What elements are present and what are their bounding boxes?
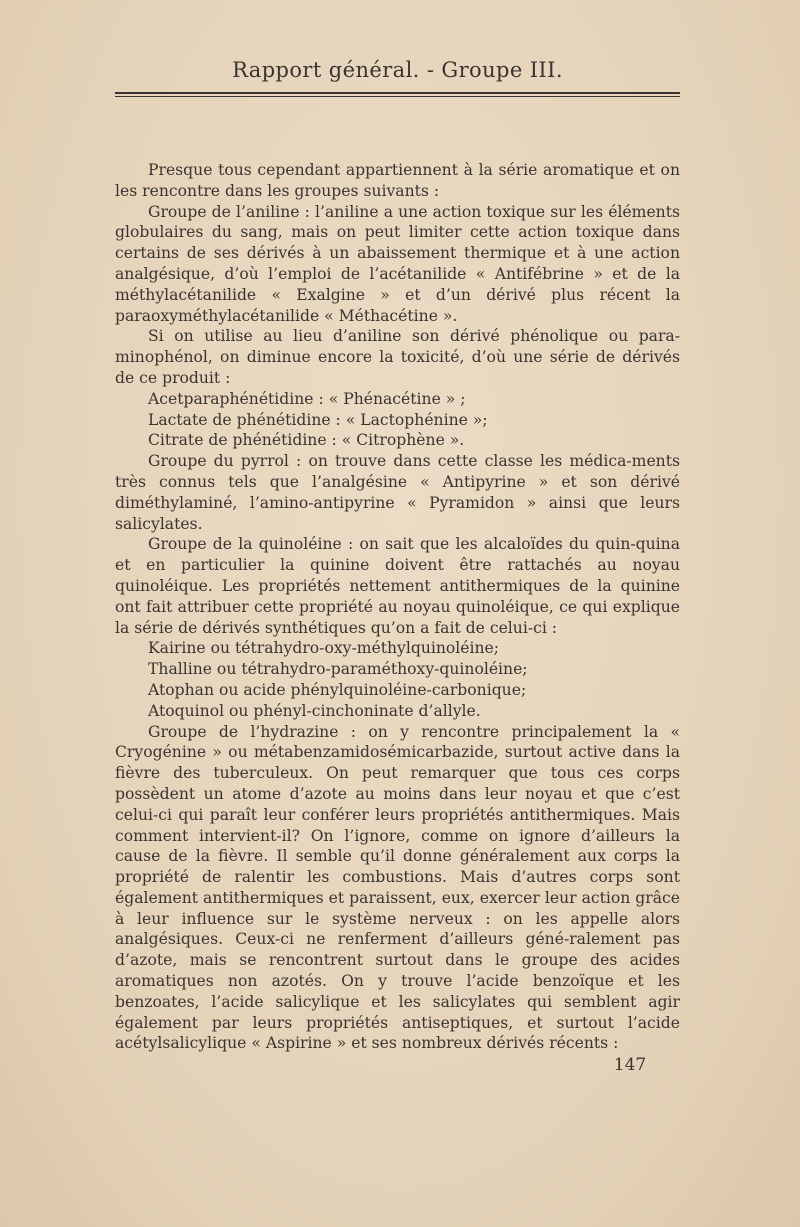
paragraph: Groupe de la quinoléine : on sait que les alcaloïdes du quin-quina et en particulier la quinine doivent être rattachés au noyau quinoléique. Les propriétés nettement antithermiques de la quinine ont fait attribuer cette propriété au noyau quinoléique, ce qui explique la série de dérivés synthétiques qu’on a fait de celui-ci : — [115, 535, 680, 637]
body-text — [115, 160, 680, 1054]
paragraph: Presque tous cependant appartiennent à la série aromatique et on les rencontre dans les groupes suivants : — [115, 161, 680, 200]
page-number: 147 — [613, 1055, 647, 1075]
list-item: Atoquinol ou phényl-cinchoninate d’allyle. — [148, 701, 481, 720]
list-item: Thalline ou tétrahydro-paraméthoxy-quinoléine; — [148, 660, 528, 679]
header-rule-thin — [115, 96, 680, 97]
paragraph: Groupe du pyrrol : on trouve dans cette classe les médica-ments très connus tels que l’analgésine « Antipyrine » et son dérivé diméthylaminé, l’amino-antipyrine « Pyramidon » ainsi que leurs salicylates. — [115, 452, 680, 533]
paragraph: Groupe de l’aniline : l’aniline a une action toxique sur les éléments globulaires du sang, mais on peut limiter cette action toxique dans certains de ses dérivés à un abaissement thermique et à une action analgésique, d’où l’emploi de l’acétanilide « Antifébrine » et de la méthylacétanilide « Exalgine » et d’un dérivé plus récent la paraoxyméthylacétanilide « Méthacétine ». — [115, 202, 680, 325]
paragraph: Si on utilise au lieu d’aniline son dérivé phénolique ou para-minophénol, on diminue encore la toxicité, d’où une série de dérivés de ce produit : — [115, 327, 680, 387]
list-item: Acetparaphénétidine : « Phénacétine » ; — [148, 389, 466, 408]
list-item: Citrate de phénétidine : « Citrophène ». — [148, 431, 465, 450]
list-item: Atophan ou acide phénylquinoléine-carbonique; — [148, 680, 527, 699]
running-header: Rapport général. - Groupe III. — [232, 58, 563, 82]
list-item: Kairine ou tétrahydro-oxy-méthylquinoléine; — [148, 639, 500, 658]
list-item: Lactate de phénétidine : « Lactophénine »; — [148, 410, 488, 429]
header-rule-thick — [115, 92, 680, 94]
paragraph: Groupe de l’hydrazine : on y rencontre principalement la « Cryogénine » ou métabenzamidosémicarbazide, surtout active dans la fièvre des tuberculeux. On peut remarquer que tous ces corps possèdent un atome d’azote au moins dans leur noyau et que c’est celui-ci qui paraît leur conférer leurs propriétés antithermiques. Mais comment intervient-il? On l’ignore, comme on ignore d’ailleurs la cause de la fièvre. Il semble qu’il donne généralement aux corps la propriété de ralentir les combustions. Mais d’autres corps sont également antithermiques et paraissent, eux, exercer leur action grâce à leur influence sur le système nerveux : on les appelle alors analgésiques. Ceux-ci ne renferment d’ailleurs géné-ralement pas d’azote, mais se rencontrent surtout dans le groupe des acides aromatiques non azotés. On y trouve l’acide benzoïque et les benzoates, l’acide salicylique et les salicylates qui semblent agir également par leurs propriétés antiseptiques, et surtout l’acide acétylsalicylique « Aspirine » et ses nombreux dérivés récents : — [115, 722, 680, 1053]
